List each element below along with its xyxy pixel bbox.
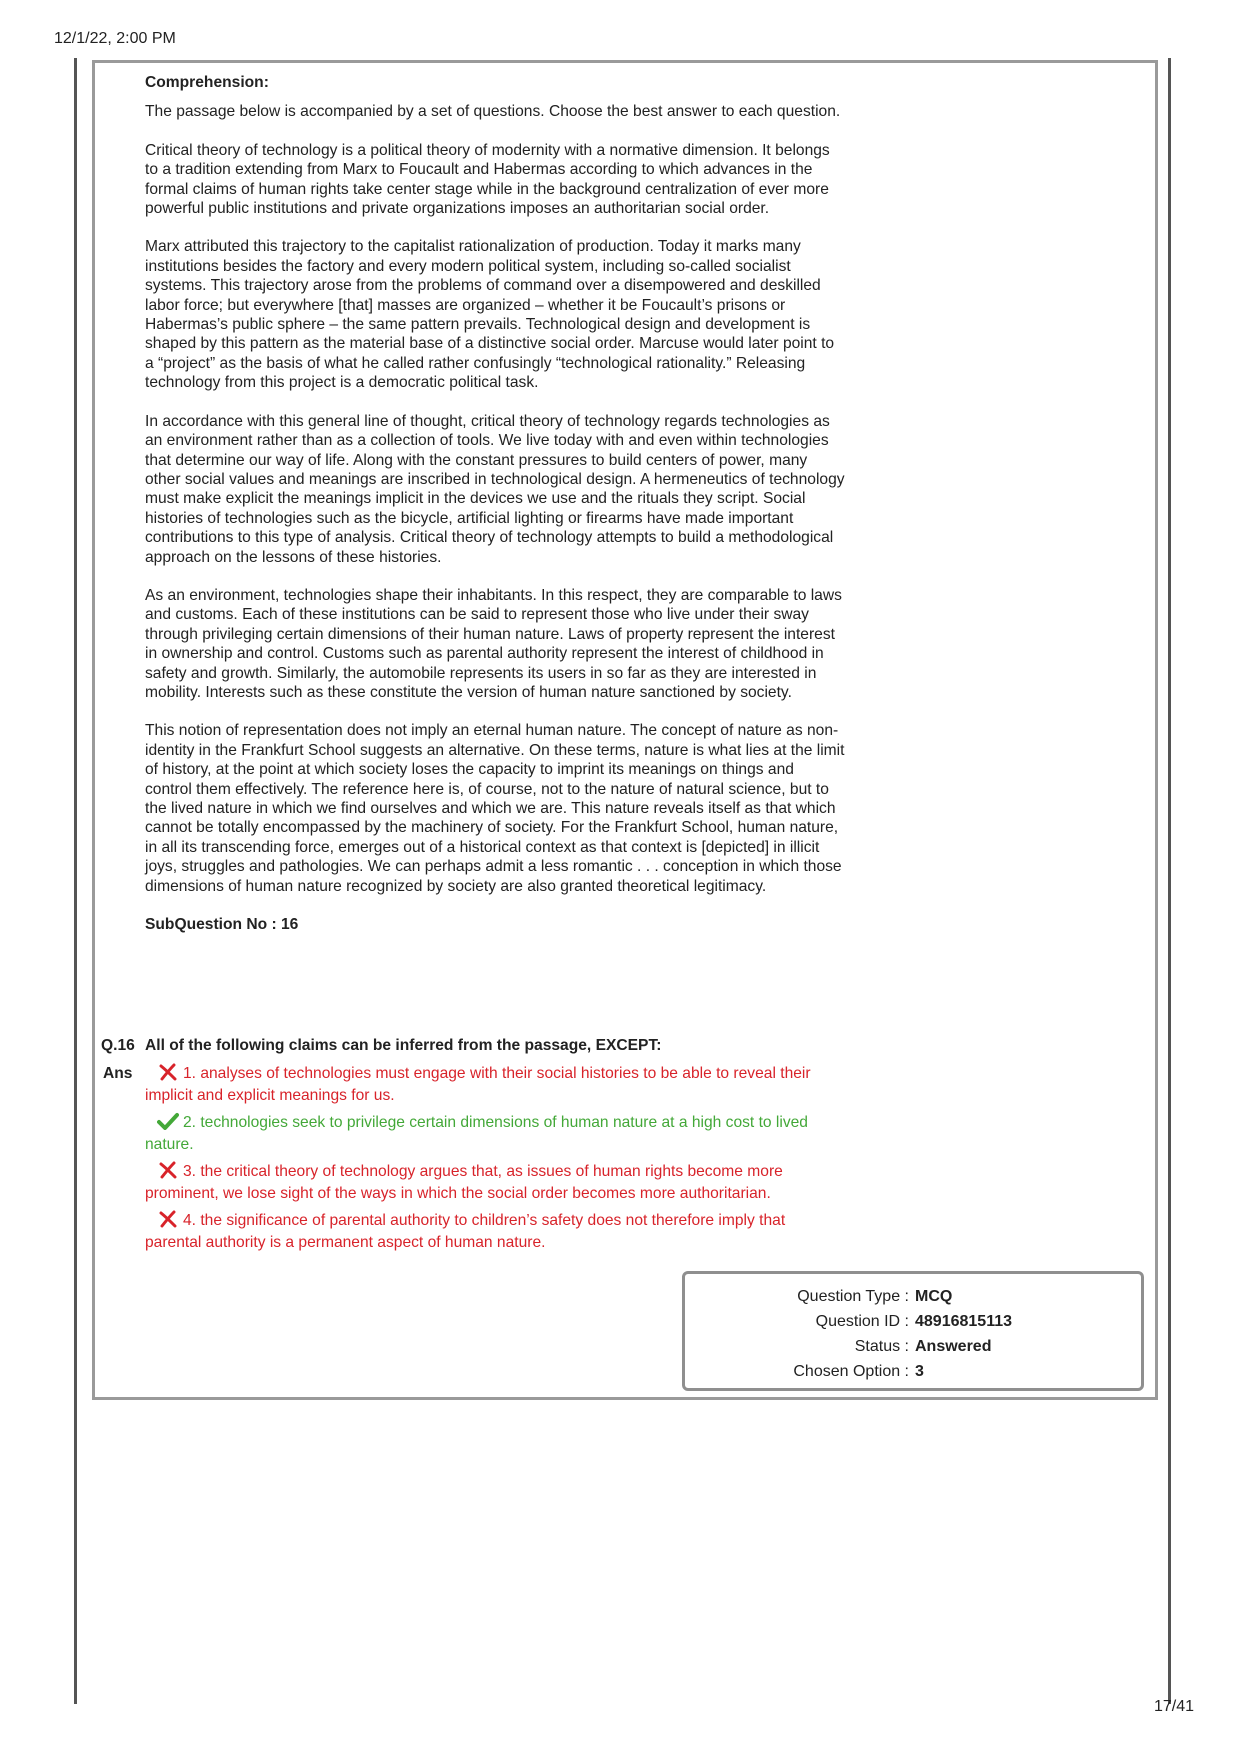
status-label: Status : — [854, 1338, 909, 1355]
option-2 — [145, 1112, 845, 1156]
subquestion-label: SubQuestion No : 16 — [145, 916, 299, 934]
option-4 — [145, 1210, 845, 1254]
option-1 — [145, 1063, 845, 1107]
answer-label: Ans — [103, 1065, 133, 1082]
question-type-label: Question Type : — [797, 1288, 909, 1305]
check-icon — [157, 1112, 179, 1130]
cross-icon — [157, 1210, 179, 1228]
passage-paragraph-5: This notion of representation does not imply an eternal human nature. The concept of nature as non-identity in the Frankfurt School suggests an alternative. On these terms, nature is what lies at the limit of history, at the point at which society loses the capacity to imprint its meanings on things and control them effectively. The reference here is, of course, not to the nature of natural science, but to the lived nature in which we find ourselves and which we are. This nature reveals itself as that which cannot be totally encompassed by the machinery of society. For the Frankfurt School, human nature, in all its transcending force, emerges out of a historical context as that context is [depicted] in illicit joys, struggles and pathologies. We can perhaps admit a less romantic . . . conception in which those dimensions of human nature recognized by society are also granted theoretical legitimacy. — [145, 722, 845, 895]
passage-instructions: The passage below is accompanied by a set of questions. Choose the best answer to each question. — [145, 103, 841, 121]
passage-paragraph-2: Marx attributed this trajectory to the capitalist rationalization of production. Today it marks many institutions besides the factory and every modern political system, including so-called socialist systems. This trajectory arose from the problems of command over a disempowered and deskilled labor force; but everywhere [that] masses are organized – whether it be Foucault’s prisons or Habermas’s public sphere – the same pattern prevails. Technological design and development is shaped by this pattern as the material base of a distinctive social order. Marcuse would later point to a “project” as the basis of what he called rather confusingly “technological rationality.” Releasing technology from this project is a democratic political task. — [145, 238, 835, 392]
timestamp: 12/1/22, 2:00 PM — [54, 30, 176, 47]
question-id-value: 48916815113 — [915, 1313, 1012, 1330]
question-type-value: MCQ — [915, 1288, 953, 1305]
passage-paragraph-4: As an environment, technologies shape their inhabitants. In this respect, they are comparable to laws and customs. Each of these institutions can be said to represent those who live under their sway through privileging certain dimensions of their human nature. Laws of property represent the interest in ownership and control. Customs such as parental authority represent the interest of childhood in safety and growth. Similarly, the automobile represents its users in so far as they are interested in mobility. Interests such as these constitute the version of human nature sanctioned by society. — [145, 586, 842, 701]
question-id-label: Question ID : — [815, 1313, 909, 1330]
cross-icon — [157, 1063, 179, 1081]
chosen-option-label: Chosen Option : — [793, 1363, 909, 1380]
comprehension-section — [145, 73, 845, 934]
cross-icon — [157, 1161, 179, 1179]
right-border-line — [1168, 58, 1171, 1704]
answer-options — [145, 1063, 845, 1259]
passage-paragraph-1: Critical theory of technology is a political theory of modernity with a normative dimension. It belongs to a tradition extending from Marx to Foucault and Habermas according to which advances in the formal claims of human rights take center stage while in the background centralization of ever more powerful public institutions and private organizations imposes an authoritarian social order. — [145, 141, 830, 218]
chosen-option-value: 3 — [915, 1363, 924, 1380]
option-3-text: 3. the critical theory of technology argues that, as issues of human rights become more prominent, we lose sight of the ways in which the social order becomes more authoritarian. — [145, 1163, 783, 1202]
question-number: Q.16 — [101, 1037, 135, 1054]
page-number: 17/41 — [1153, 1698, 1194, 1715]
comprehension-label: Comprehension: — [145, 74, 269, 91]
option-4-text: 4. the significance of parental authority to children’s safety does not therefore imply that parental authority is a permanent aspect of human nature. — [145, 1212, 786, 1251]
question-info-box — [682, 1271, 1144, 1391]
passage-paragraph-3: In accordance with this general line of thought, critical theory of technology regards technologies as an environment rather than as a collection of tools. We live today with and even within technologies that determine our way of life. Along with the constant pressures to build centers of power, many other social values and meanings are inscribed in technological design. A hermeneutics of technology must make explicit the meanings implicit in the devices we use and the rituals they script. Social histories of technologies such as the bicycle, artificial lighting or firearms have made important contributions to this type of analysis. Critical theory of technology attempts to build a methodological approach on the lessons of these histories. — [145, 412, 845, 566]
left-border-line — [74, 58, 77, 1704]
status-value: Answered — [915, 1338, 992, 1355]
option-2-text: 2. technologies seek to privilege certain dimensions of human nature at a high cost to lived nature. — [145, 1114, 808, 1153]
option-1-text: 1. analyses of technologies must engage with their social histories to be able to reveal their implicit and explicit meanings for us. — [145, 1065, 811, 1104]
option-3 — [145, 1161, 845, 1205]
question-text: All of the following claims can be inferred from the passage, EXCEPT: — [145, 1037, 662, 1054]
